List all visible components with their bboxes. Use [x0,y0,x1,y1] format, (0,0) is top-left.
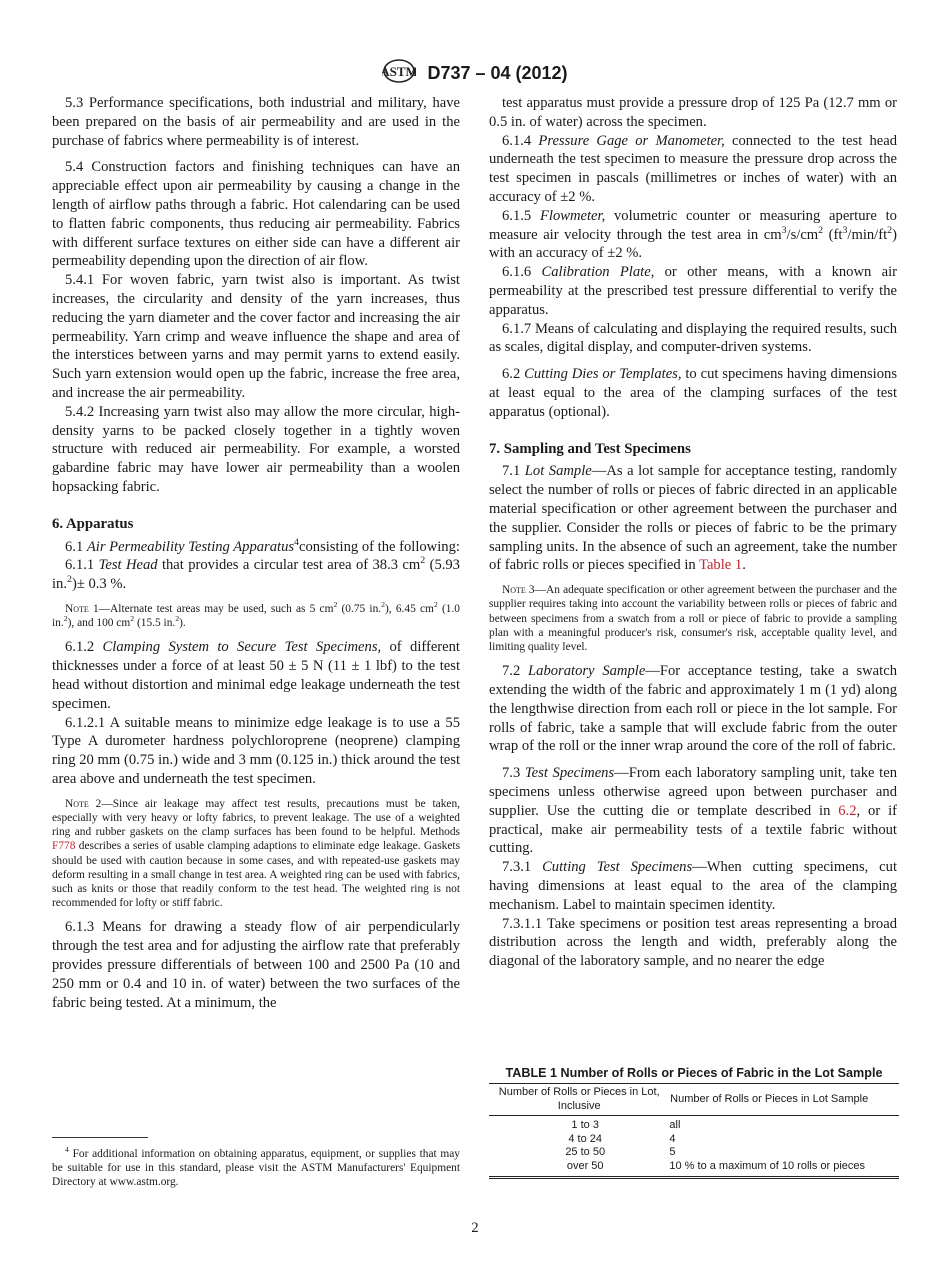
text-run: 7.3.1.1 Take specimens or position test areas representing a broad distribution across the length and width, preferably along the diagonal of the laboratory sample, and no nearer the edge [489,915,897,970]
superscript: 2 [130,614,135,624]
text-run: 6.1.3 Means for drawing a steady flow of air perpendicularly through the test area and for adjusting the airflow rate that preferably provides pressure differentials of between 100 and 2500 Pa (10 and 250 mm or 0.4 and 10 in. of water) between the two surfaces of the fabric being tested. At a minimum, the [52,919,460,1011]
text-run: 5.4.2 Increasing yarn twist also may allow the more circular, high-density yarns to be packed closely together in a tightly woven structure with reduced air permeability. For example, a worsted gabardine fabric may have lower air permeability than a woolen hopsacking fabric. [52,403,460,495]
text-run: that provides a circular test area of 38.3 cm [157,557,421,574]
text-run: describes a series of usable clamping adaptions to eliminate edge leakage. Gaskets should be used with caution because in some cases, and with repeated-use gaskets may deform resulting in a small change in test area. A weighted ring can be used with fabrics, such as knits or those that readily conform to the test head. The weighted ring is not recommended for lofty or stiff fabric. [52,840,460,910]
text-run: ), 6.45 cm [385,602,434,615]
text-run: 7. Sampling and Test Specimens [489,440,691,457]
text-run: test apparatus must provide a pressure drop of 125 Pa (12.7 mm or 0.5 in. of water) across the specimen. [489,95,897,130]
paragraph [489,662,897,756]
text-run: Clamping System to Secure Test Specimens, [102,639,382,656]
text-run: volumetric counter or measuring aperture to measure air velocity through the test area in cm [489,207,897,243]
text-run: ) with an accuracy of ±2 %. [489,226,897,262]
left-column [52,94,460,1012]
text-run: 3—An adequate specification or other agreement between the purchaser and the supplier requires taking into account the variability between rolls or pieces of fabric and between specimens from a swatch from a roll or piece of fabric to provide a sampling plan with a meaningful producer's risk, consumer's risk, acceptable quality level, and limiting quality level. [489,584,897,653]
designation: D737 – 04 (2012) [427,63,568,83]
note [489,583,897,654]
paragraph [52,158,460,271]
table-row [489,1146,899,1160]
table-row [489,1160,899,1177]
paragraph [489,764,897,858]
text-run: 6.1.5 [502,207,540,224]
text-run: of different thicknesses under a force of at least 50 ± 5 N (11 ± 1 lbf) to the test head without distortion and minimal edge leakage underneath the test specimen. [52,639,460,712]
table-cell: 4 [669,1132,676,1145]
page-header [0,58,950,89]
text-run: 6.1.7 Means of calculating and displaying the required results, such as scales, digital display, and computer-driven systems. [489,320,897,356]
superscript: 2 [175,614,180,624]
table-cell: 10 % to a maximum of 10 rolls or pieces [669,1159,866,1172]
table-header-row [489,1084,899,1116]
text-run: 7.3 [502,765,525,782]
paragraph [489,320,897,358]
superscript: 3 [842,224,848,236]
table-cell: 1 to 3 [571,1119,599,1132]
paragraph [489,132,897,207]
note [52,602,460,630]
superscript: 2 [67,574,72,586]
text-run: ), and 100 cm [67,617,131,630]
table-cell: over 50 [566,1159,604,1172]
text-run: connected to the test head underneath the test specimen to measure the pressure drop across the test specimen in pascals (millimetres or inches of water) with an accuracy of ±2 %. [489,132,898,205]
text-run: Cutting Test Specimens [542,859,693,876]
text-run: Note [65,602,89,615]
text-run: Note [65,797,89,810]
text-run: (5.93 in. [52,557,460,593]
text-run: (ft [823,226,843,243]
table-cell: all [669,1119,681,1132]
paragraph [489,263,897,319]
text-run: 5.4.1 For woven fabric, yarn twist also is important. As twist increases, the circularity and density of the yarn increases, thus reducing the yarn diameter and the cover factor and increasing the air permeability. Yarn crimp and weave influence the shape and area of the interstices between yarns and may permit yarns to extend easily. Such yarn extension would open up the fabric, increase the free area, and increase the air permeability. [52,272,460,401]
text-run: Laboratory Sample [528,663,646,680]
superscript: 2 [818,224,824,236]
section-heading [489,440,897,459]
text-run: 7.3.1 [502,859,543,876]
text-run: 7.2 [502,663,529,680]
superscript: 2 [887,224,893,236]
text-run: /s/cm [786,226,819,243]
text-run: —As a lot sample for acceptance testing, randomly select the number of rolls or pieces of fabric directed in an applicable material specification or other agreement between the purchaser and the supplier. Consider the rolls or pieces of fabric to be the primary sampling units. In the absence of such an agreement, take the number of fabric rolls or pieces specified in [489,463,898,574]
text-run: Flowmeter, [539,207,606,224]
right-column [489,94,897,971]
paragraph [489,462,897,575]
text-run: —From each laboratory sampling unit, take ten specimens unless otherwise agreed upon between purchaser and supplier. Use the cutting die or template described in [489,765,898,819]
text-run: (15.5 in. [134,617,176,630]
text-run: (1.0 in. [52,602,460,630]
note [52,797,460,911]
paragraph [52,918,460,1012]
text-run: 6.1.2 [65,639,103,656]
table-row [489,1116,899,1133]
superscript: 4 [65,1145,69,1155]
footnote [52,1147,460,1190]
paragraph [489,858,897,914]
text-run: —When cutting specimens, cut having dimensions at least equal to the area of the clamping mechanism. Label to maintain specimen identity. [489,859,898,913]
column-header: Number of Rolls or Pieces in Lot Sample [670,1092,869,1105]
text-run: 7.1 [502,463,525,480]
table-row [489,1133,899,1147]
table-1 [489,1066,899,1179]
text-run: 2—Since air leakage may affect test results, precautions must be taken, especially with very heavy or lofty fabrics, to prevent leakage. The use of a weighted ring and rubber gaskets on the clamp surfaces has been found to be helpful. Methods [52,797,460,839]
paragraph [52,94,460,150]
table-cell: 5 [669,1146,676,1159]
footnote-divider [52,1137,148,1138]
paragraph [52,271,460,403]
text-run: 5.3 Performance specifications, both industrial and military, have been prepared on the basis of air permeability and are used in the purchase of fabrics where permeability is of interest. [52,95,460,149]
paragraph [52,638,460,713]
superscript: 3 [781,224,787,236]
text-run: Cutting Dies or Templates, [524,366,682,383]
text-run: Test Specimens [524,765,615,782]
text-run: Note [502,584,526,597]
page-number: 2 [471,1220,479,1236]
astm-logo-icon [382,58,416,89]
text-run: . [742,557,746,574]
text-run: 6. Apparatus [52,515,134,532]
superscript: 2 [333,600,338,610]
cross-reference-link[interactable]: 6.2 [838,802,857,819]
text-run: 6.1.2.1 A suitable means to minimize edge leakage is to use a 55 Type A durometer hardness polychloroprene (neoprene) clamping ring 20 mm (0.75 in.) wide and 3 mm (0.125 in.) thick around the test area above and underneath the test specimen. [52,714,460,787]
paragraph [52,538,460,557]
text-run: 6.2 [502,366,525,383]
cross-reference-link[interactable]: F778 [52,840,76,853]
text-run: 6.1 [65,538,87,555]
text-run: )± 0.3 %. [71,576,127,593]
superscript: 2 [420,555,426,567]
paragraph [489,207,897,263]
text-run: or other means, with a known air permeability at the prescribed test pressure differential to verify the apparatus. [489,264,897,318]
text-run: Air Permeability Testing Apparatus [86,538,295,555]
svg-text:ASTM: ASTM [382,64,417,79]
cross-reference-link[interactable]: Table 1 [699,557,743,574]
text-run: 5.4 Construction factors and finishing techniques can have an appreciable effect upon air permeability by causing a change in the length of airflow paths through a fabric. Hot calendaring can be used to flatten fabric components, thus reducing air permeability. Fabrics with different surface textures on either side can have a different air permeability depending upon the direction of air flow. [52,159,460,270]
table-cell: 25 to 50 [565,1146,606,1159]
paragraph [489,365,897,421]
superscript: 2 [381,600,386,610]
column-header: Number of Rolls or Pieces in Lot, Inclusive [498,1086,660,1112]
text-run: to cut specimens having dimensions at least equal to the area of the clamping surfaces of the test apparatus (optional). [489,366,898,420]
text-run: 6.1.1 [65,557,99,574]
superscript: 2 [63,614,68,624]
paragraph [489,915,897,971]
table-caption: TABLE 1 Number of Rolls or Pieces of Fabric in the Lot Sample [505,1066,883,1080]
table-cell: 4 to 24 [568,1132,603,1145]
text-run: Calibration Plate, [541,264,655,281]
text-run: 1—Alternate test areas may be used, such as 5 cm [88,602,334,615]
paragraph [52,556,460,594]
text-run: (0.75 in. [337,602,382,615]
text-run: Lot Sample [524,463,592,480]
text-run: For additional information on obtaining apparatus, equipment, or supplies that may be suitable for use in this standard, please visit the ASTM Manufacturers' Equipment Directory at www.astm.org. [52,1148,460,1189]
lot-sample-table [489,1083,899,1179]
section-heading [52,515,460,534]
text-run: 6.1.4 [502,132,539,149]
text-run: 6.1.6 [502,264,542,281]
text-run: Test Head [98,557,158,574]
paragraph [489,94,897,132]
text-run: /min/ft [847,226,888,243]
text-run: consisting of the following: [299,538,460,555]
superscript: 2 [433,600,438,610]
paragraph [52,714,460,789]
text-run: , or if practical, make air permeability tests of a textile fabric without cutting. [489,802,897,857]
text-run: Pressure Gage or Manometer, [538,132,725,149]
text-run: ). [179,617,186,630]
text-run: —For acceptance testing, take a swatch extending the width of the fabric and approximately 1 m (1 yd) along the lengthwise direction from each roll or piece in the lot sample. For rolls of fabric, take a sample that will exclude fabric from the outer wrap of the roll or the inner wrap around the core of the roll of fabric. [489,663,897,755]
superscript: 4 [294,536,299,548]
paragraph [52,403,460,497]
